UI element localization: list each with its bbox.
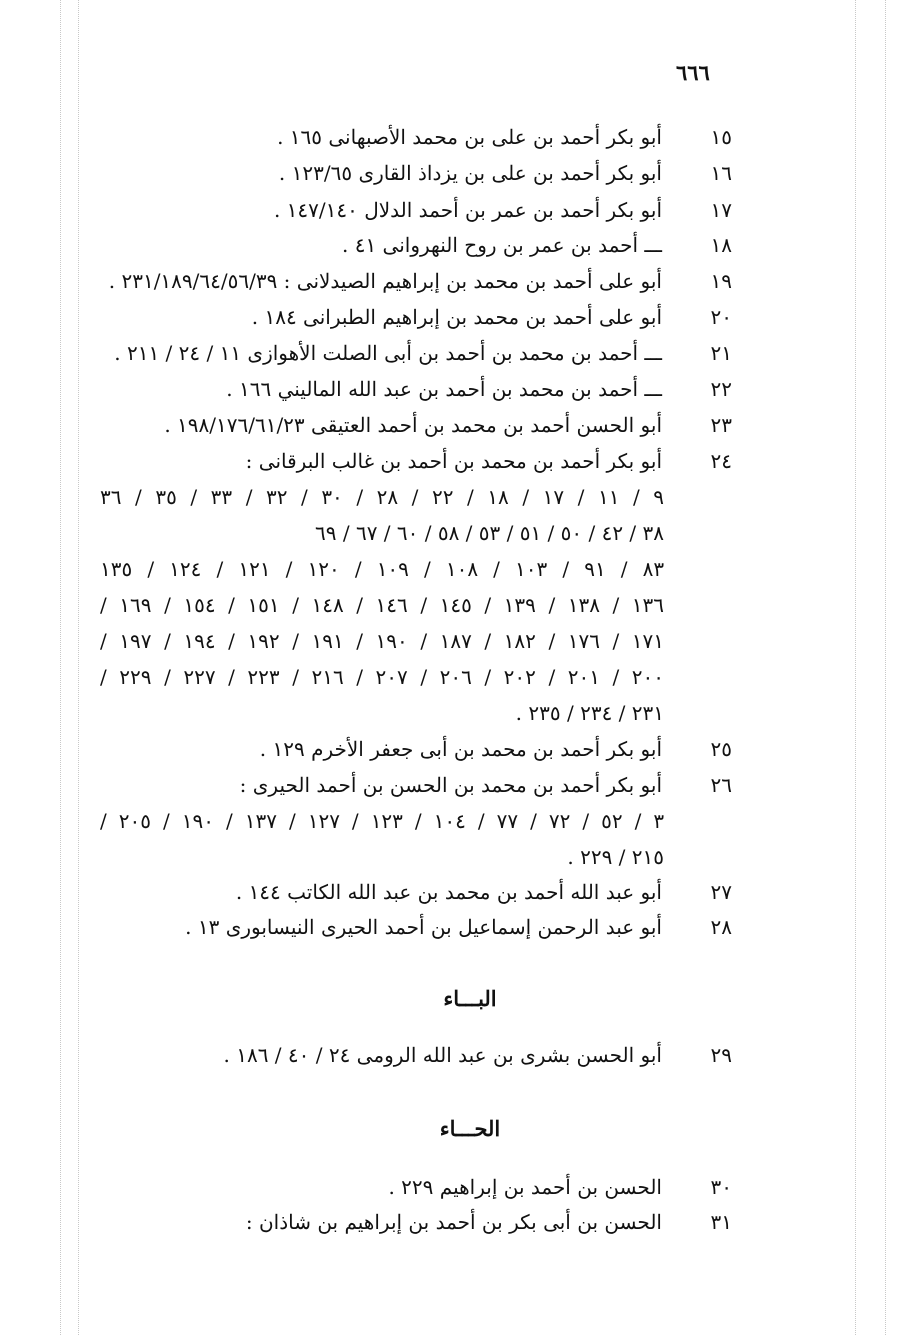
entry-text: أبو بكر أحمد بن على بن يزداذ القارى ١٢٣/٦٥ . xyxy=(278,161,662,185)
entry-number: ٢٨ xyxy=(710,915,732,939)
entry-number: ٢٦ xyxy=(710,773,732,797)
entry-text: ـــ أحمد بن محمد بن أحمد بن عبد الله الماليني ١٦٦ . xyxy=(226,377,662,401)
entry-number: ٢٩ xyxy=(710,1043,732,1067)
entry-text: ـــ أحمد بن محمد بن أحمد بن أبى الصلت الأهوازى ١١ / ٢٤ / ٢١١ . xyxy=(114,341,662,365)
continuation-line: ١٧١ / ١٧٦ / ١٨٢ / ١٨٧ / ١٩٠ / ١٩١ / ١٩٢ / ١٩٤ / ١٩٧ / xyxy=(100,629,664,653)
continuation-line: ٣ / ٥٢ / ٧٢ / ٧٧ / ١٠٤ / ١٢٣ / ١٢٧ / ١٣٧ / ١٩٠ / ٢٠٥ / xyxy=(100,809,664,833)
entry-text: أبو بكر أحمد بن محمد بن أحمد بن غالب البرقانى : xyxy=(245,449,662,473)
entry-row xyxy=(100,1205,732,1239)
entry-row xyxy=(100,444,732,478)
entry-number: ٢٥ xyxy=(710,737,732,761)
entry-text: الحسن بن أبى بكر بن أحمد بن إبراهيم بن شاذان : xyxy=(245,1210,662,1234)
continuation-line: ٢٠٠ / ٢٠١ / ٢٠٢ / ٢٠٦ / ٢٠٧ / ٢١٦ / ٢٢٣ / ٢٢٧ / ٢٢٩ / xyxy=(100,665,664,689)
continuation-line: ٨٣ / ٩١ / ١٠٣ / ١٠٨ / ١٠٩ / ١٢٠ / ١٢١ / ١٢٤ / ١٣٥ xyxy=(100,557,664,581)
entry-number: ٢٧ xyxy=(710,880,732,904)
entry-row xyxy=(100,372,732,406)
entry-number: ١٩ xyxy=(710,269,732,293)
entry-number: ٣٠ xyxy=(710,1175,732,1199)
entry-text: أبو بكر أحمد بن على بن محمد الأصبهانى ١٦٥ . xyxy=(277,125,662,149)
entry-row xyxy=(100,120,732,154)
entry-number: ١٨ xyxy=(710,233,732,257)
entry-number: ٢٢ xyxy=(710,377,732,401)
entry-number: ٣١ xyxy=(710,1210,732,1234)
continuation-line: ٢١٥ / ٢٢٩ . xyxy=(567,845,664,869)
entry-number: ٢٤ xyxy=(710,449,732,473)
entry-text: أبو عبد الله أحمد بن محمد بن عبد الله الكاتب ١٤٤ . xyxy=(235,880,662,904)
continuation-line: ٢٣١ / ٢٣٤ / ٢٣٥ . xyxy=(515,701,664,725)
entry-row xyxy=(100,300,732,334)
entry-row xyxy=(100,732,732,766)
section-heading-ha: الحـــاء xyxy=(439,1116,501,1141)
entry-row xyxy=(100,228,732,262)
entry-text: أبو على أحمد بن محمد بن إبراهيم الصيدلانى : ٢٣١/١٨٩/٦٤/٥٦/٣٩ . xyxy=(108,269,662,293)
entry-number: ١٧ xyxy=(710,198,732,222)
entry-row xyxy=(100,910,732,944)
continuation-line: ٩ / ١١ / ١٧ / ١٨ / ٢٢ / ٢٨ / ٣٠ / ٣٢ / ٣٣ / ٣٥ / ٣٦ xyxy=(100,485,664,509)
entry-text: أبو بكر أحمد بن عمر بن أحمد الدلال ١٤٧/١٤٠ . xyxy=(273,198,662,222)
entry-number: ١٥ xyxy=(710,125,732,149)
entry-row xyxy=(100,1170,732,1204)
continuation-line: ١٣٦ / ١٣٨ / ١٣٩ / ١٤٥ / ١٤٦ / ١٤٨ / ١٥١ / ١٥٤ / ١٦٩ / xyxy=(100,593,664,617)
entry-text: أبو الحسن بشرى بن عبد الله الرومى ٢٤ / ٤٠ / ١٨٦ . xyxy=(223,1043,662,1067)
entry-text: الحسن بن أحمد بن إبراهيم ٢٢٩ . xyxy=(388,1175,662,1199)
entry-text: أبو الحسن أحمد بن محمد بن أحمد العتيقى ١٩٨/١٧٦/٦١/٢٣ . xyxy=(164,413,662,437)
page-number: ٦٦٦ xyxy=(676,60,710,85)
entry-row xyxy=(100,768,732,802)
entry-text: أبو بكر أحمد بن محمد بن أبى جعفر الأخرم ١٢٩ . xyxy=(259,737,662,761)
entry-number: ٢٣ xyxy=(710,413,732,437)
entry-row xyxy=(100,875,732,909)
entry-number: ٢١ xyxy=(710,341,732,365)
index-entries xyxy=(0,120,918,1320)
entry-row xyxy=(100,156,732,190)
entry-text: أبو بكر أحمد بن محمد بن الحسن بن أحمد الحيرى : xyxy=(239,773,662,797)
entry-row xyxy=(100,408,732,442)
entry-text: ـــ أحمد بن عمر بن روح النهروانى ٤١ . xyxy=(342,233,662,257)
entry-number: ٢٠ xyxy=(710,305,732,329)
entry-number: ١٦ xyxy=(710,161,732,185)
entry-text: أبو على أحمد بن محمد بن إبراهيم الطبرانى ١٨٤ . xyxy=(251,305,662,329)
entry-row xyxy=(100,1038,732,1072)
continuation-line: ٣٨ / ٤٢ / ٥٠ / ٥١ / ٥٣ / ٥٨ / ٦٠ / ٦٧ / ٦٩ xyxy=(315,521,664,545)
entry-row xyxy=(100,264,732,298)
entry-text: أبو عبد الرحمن إسماعيل بن أحمد الحيرى النيسابورى ١٣ . xyxy=(185,915,662,939)
entry-row xyxy=(100,336,732,370)
entry-row xyxy=(100,193,732,227)
section-heading-ba: البـــاء xyxy=(443,986,497,1011)
